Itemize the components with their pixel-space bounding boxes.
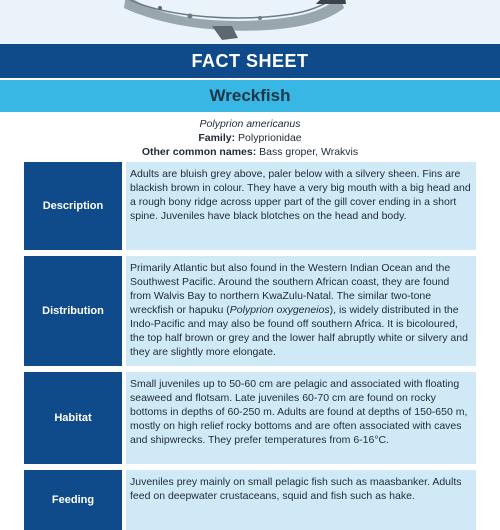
section-label: Feeding — [24, 470, 122, 530]
section-label: Description — [24, 162, 122, 250]
italic-species-name: Polyprion oxygeneios — [229, 304, 330, 316]
scientific-name: Polyprion americanus — [199, 118, 301, 130]
section-body: Juveniles prey mainly on small pelagic fish such as maasbanker. Adults feed on deepwater crustaceans, squid and fish such as hake. — [126, 470, 476, 530]
section-description — [24, 162, 476, 250]
fact-sheet-banner: FACT SHEET — [0, 44, 500, 78]
section-label: Habitat — [24, 372, 122, 464]
family-value: Polyprionidae — [238, 132, 302, 144]
section-distribution — [24, 256, 476, 366]
species-meta — [0, 117, 500, 159]
section-body — [126, 256, 476, 366]
text-part: Primarily Atlantic but also found in the Western Indian Ocean and the Southwest Pacific. Around the southern African coast, they are found from Walvis Bay to northern KwaZulu-Natal. The similar two-tone wreckfish or hapuku ( — [130, 262, 451, 316]
illustration-area — [0, 0, 500, 44]
family-line — [0, 131, 500, 145]
section-label: Distribution — [24, 256, 122, 366]
section-habitat — [24, 372, 476, 464]
text-part: ), is widely distributed in the Indo-Pacific and may also be found off southern Africa. It is bicoloured, the top half brown or grey and the lower half abruptly white or silvery and they are slightly more elongate. — [130, 304, 468, 358]
wreckfish-illustration-icon — [120, 0, 350, 42]
section-feeding — [24, 470, 476, 530]
section-body: Adults are bluish grey above, paler below with a silvery sheen. Fins are blackish brown in colour. They have a very big mouth with a big head and a rough bony ridge across upper part of the gill cover ending in a short spine. Juveniles have black blotches on the head and body. — [126, 162, 476, 250]
common-names-value: Bass groper, Wrakvis — [259, 146, 359, 158]
family-label: Family: — [198, 132, 236, 144]
species-title: Wreckfish — [0, 80, 500, 112]
section-body: Small juveniles up to 50-60 cm are pelagic and associated with floating seaweed and flotsam. Late juveniles 60-70 cm are found on rocky bottoms in depths of 60-250 m. Adults are found at depths of 150-650 m, mostly on high relief rocky bottoms and are often associated with caves and shipwrecks. They prefer temperatures from 6-16°C. — [126, 372, 476, 464]
common-names-label: Other common names: — [141, 146, 257, 158]
common-names-line — [0, 145, 500, 159]
